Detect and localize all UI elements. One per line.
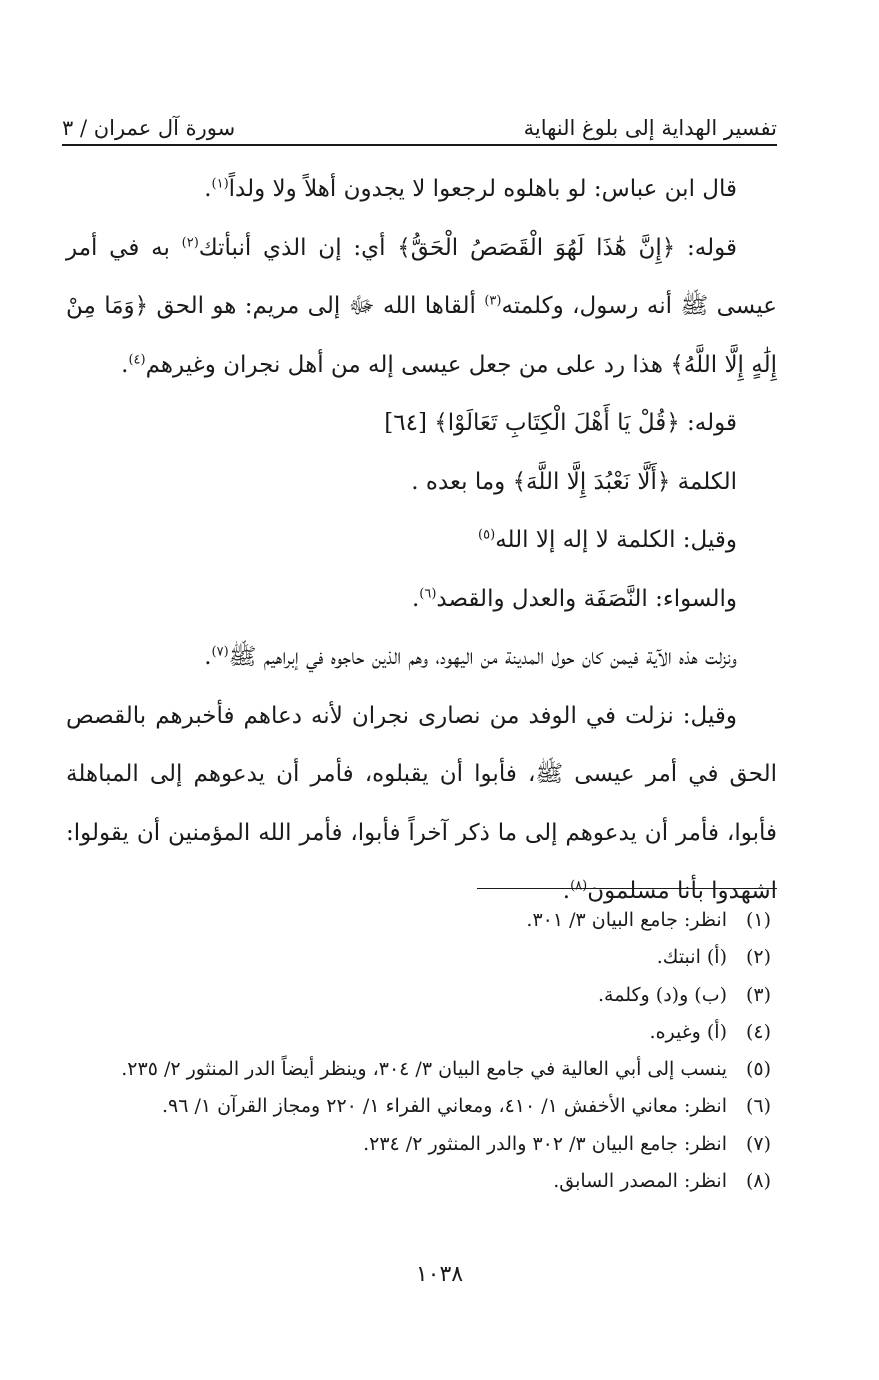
footnote-ref-5[interactable]: (٥) [478, 527, 496, 543]
footnote-ref-1[interactable]: (١) [211, 176, 229, 192]
footnote-rule [477, 888, 777, 889]
footnote-number: (٥) [745, 1058, 771, 1081]
footnote [66, 977, 771, 1014]
footnotes [66, 902, 771, 1200]
footnote-text: (أ) انبتك. [656, 946, 727, 969]
footnote-number: (٢) [745, 946, 771, 969]
footnote-number: (١) [745, 909, 771, 931]
footnote [66, 939, 771, 976]
footnote-number: (٧) [745, 1132, 771, 1155]
book-title: تفسير الهداية إلى بلوغ النهاية [523, 116, 777, 140]
surah-title: سورة آل عمران / ٣ [62, 116, 236, 140]
footnote-ref-3[interactable]: (٣) [484, 293, 502, 309]
paragraph-1: قال ابن عباس: لو باهلوه لرجعوا لا يجدون أهلاً ولا ولداً$^{(١)}$. [204, 176, 737, 202]
footnote-number: (٦) [745, 1095, 771, 1118]
footnote-text: انظر: جامع البيان ٣/ ٣٠١. [526, 909, 727, 931]
footnote-ref-2[interactable]: (٢) [181, 234, 199, 250]
paragraph-2: قوله: ﴿إِنَّ هَٰذَا لَهُوَ الْقَصَصُ الْحَقُّ﴾ أي: إن الذي أنبأتك$^{(٢)}$ به في أمر عيسى ﷺ أنه رسول، وكلمته$^{(٣)}$ ألقاها الله ﷻ إلى مريم: هو الحق ﴿وَمَا مِنْ إِلَٰهٍ إِلَّا اللَّهُ﴾ هذا رد على من جعل عيسى إله من أهل نجران وغيرهم$^{(٤)}$. [66, 234, 777, 378]
footnote-ref-7[interactable]: (٧) [211, 644, 229, 660]
quran-quote: ﴿أَلَّا نَعْبُدَ إِلَّا اللَّهَ﴾ [512, 468, 671, 495]
footnote [66, 1088, 771, 1125]
footnote-text: انظر: جامع البيان ٣/ ٣٠٢ والدر المنثور ٢/ ٢٣٤. [363, 1132, 727, 1155]
footnote-text: (أ) وغيره. [649, 1020, 727, 1043]
footnote-text: انظر: معاني الأخفش ١/ ٤١٠، ومعاني الفراء ١/ ٢٢٠ ومجاز القرآن ١/ ٩٦. [161, 1095, 727, 1118]
quran-quote: ﴿إِنَّ هَٰذَا لَهُوَ الْقَصَصُ الْحَقُّ﴾ [397, 234, 676, 261]
paragraph-3: قوله: ﴿قُلْ يَا أَهْلَ الْكِتَابِ تَعَالَوْا﴾ [٦٤] [384, 410, 737, 436]
quran-quote: ﴿وَمَا مِنْ إِلَٰهٍ إِلَّا اللَّهُ﴾ [66, 293, 777, 378]
paragraph-4: الكلمة ﴿أَلَّا نَعْبُدَ إِلَّا اللَّهَ﴾ وما بعده . [411, 468, 737, 495]
footnote-number: (٣) [745, 983, 771, 1006]
paragraph-8: وقيل: نزلت في الوفد من نصارى نجران لأنه دعاهم فأخبرهم بالقصص الحق في أمر عيسى ﷺ، فأبوا أن يقبلوه، فأمر أن يدعوهم إلى المباهلة فأبوا، فأمر أن يدعوهم إلى ما ذكر آخراً فأبوا، فأمر الله المؤمنين أن يقولوا: اشهدوا بأنا مسلمون$^{(٨)}$. [66, 702, 777, 904]
header-rule [62, 144, 777, 146]
paragraph-5: وقيل: الكلمة لا إله إلا الله$^{(٥)}$ [478, 527, 737, 553]
footnote-number: (٤) [745, 1020, 771, 1043]
footnote [66, 1126, 771, 1163]
footnote-ref-6[interactable]: (٦) [419, 585, 437, 601]
footnote-text: انظر: المصدر السابق. [553, 1170, 727, 1193]
page-number: ١٠٣٨ [415, 1262, 464, 1287]
paragraph-7: ونزلت هذه الآية فيمن كان حول المدينة من اليهود، وهم الذين حاجوه في إبراهيم ﷺ$^{(٧)}$. [204, 644, 737, 670]
footnote [66, 902, 771, 939]
running-header [62, 100, 777, 140]
footnote-ref-4[interactable]: (٤) [128, 351, 146, 367]
main-text [66, 160, 777, 921]
paragraph-6: والسواء: النَّصَفَة والعدل والقصد$^{(٦)}$. [411, 585, 737, 612]
footnote-number: (٨) [745, 1170, 771, 1193]
footnote-text: (ب) و(د) وكلمة. [598, 983, 727, 1006]
footnote [66, 1051, 771, 1088]
footnote [66, 1014, 771, 1051]
footnote [66, 1163, 771, 1200]
quran-quote: ﴿قُلْ يَا أَهْلَ الْكِتَابِ تَعَالَوْا﴾ [434, 410, 680, 436]
footnote-text: ينسب إلى أبي العالية في جامع البيان ٣/ ٣٠٤، وينظر أيضاً الدر المنثور ٢/ ٢٣٥. [121, 1058, 727, 1081]
footnote-ref-8[interactable]: (٨) [570, 878, 588, 894]
verse-number: [٦٤] [384, 410, 435, 436]
